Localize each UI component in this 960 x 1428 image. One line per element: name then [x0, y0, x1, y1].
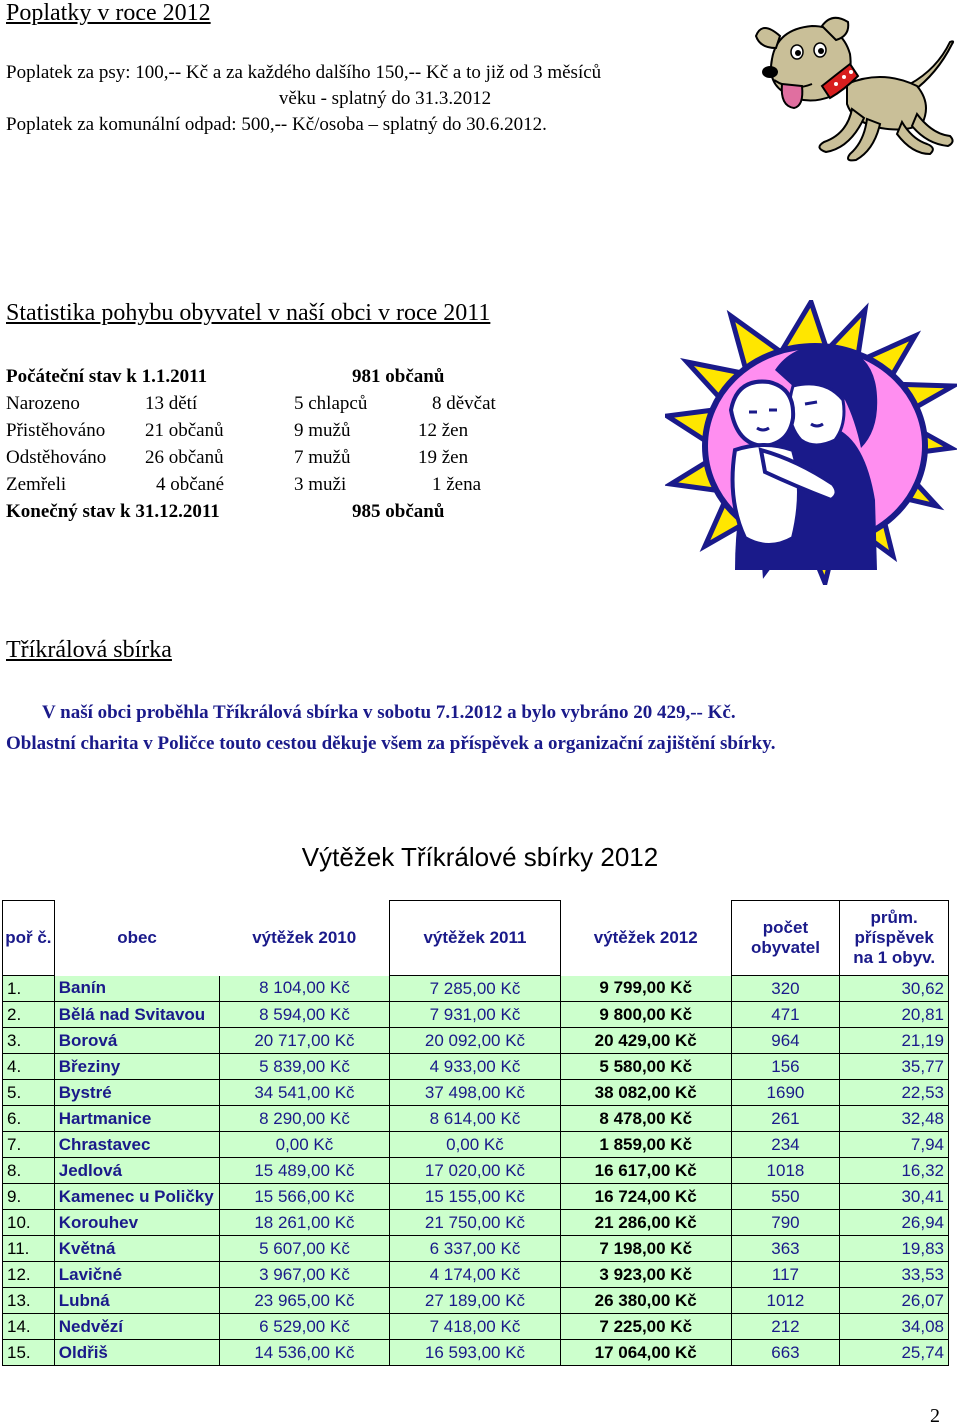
- cell-no: 2.: [3, 1002, 55, 1028]
- cell-avg: 34,08: [840, 1314, 949, 1340]
- stats-row-died: [6, 471, 566, 498]
- cell-avg: 26,94: [840, 1210, 949, 1236]
- cell-y2010: 18 261,00 Kč: [219, 1210, 389, 1236]
- stats-heading: Statistika pohybu obyvatel v naší obci v roce 2011: [6, 300, 491, 326]
- header-pop: počet obyvatel: [731, 901, 840, 976]
- cell-obec: Březiny: [54, 1054, 219, 1080]
- cell-y2010: 5 839,00 Kč: [219, 1054, 389, 1080]
- cell-y2012: 20 429,00 Kč: [560, 1028, 731, 1054]
- cell-avg: 30,41: [840, 1184, 949, 1210]
- stats-label: Odstěhováno: [6, 447, 107, 468]
- dog-illustration: [752, 14, 957, 164]
- cell-y2011: 4 933,00 Kč: [390, 1054, 561, 1080]
- fees-line3: Poplatek za komunální odpad: 500,-- Kč/osoba – splatný do 30.6.2012.: [6, 114, 547, 135]
- cell-obec: Kamenec u Poličky: [54, 1184, 219, 1210]
- cell-y2010: 15 566,00 Kč: [219, 1184, 389, 1210]
- table-row: [3, 1158, 949, 1184]
- cell-y2012: 9 799,00 Kč: [560, 976, 731, 1002]
- cell-y2010: 20 717,00 Kč: [219, 1028, 389, 1054]
- cell-pop: 1018: [731, 1158, 840, 1184]
- cell-y2010: 23 965,00 Kč: [219, 1288, 389, 1314]
- cell-no: 13.: [3, 1288, 55, 1314]
- cell-pop: 1690: [731, 1080, 840, 1106]
- cell-y2012: 21 286,00 Kč: [560, 1210, 731, 1236]
- stats-men: 9 mužů: [294, 420, 351, 441]
- cell-pop: 261: [731, 1106, 840, 1132]
- table-row: [3, 1106, 949, 1132]
- cell-y2011: 17 020,00 Kč: [390, 1158, 561, 1184]
- header-2011: výtěžek 2011: [390, 901, 561, 976]
- cell-pop: 234: [731, 1132, 840, 1158]
- cell-obec: Banín: [54, 976, 219, 1002]
- cell-y2010: 34 541,00 Kč: [219, 1080, 389, 1106]
- cell-y2011: 7 931,00 Kč: [390, 1002, 561, 1028]
- cell-obec: Bělá nad Svitavou: [54, 1002, 219, 1028]
- table-row: [3, 1340, 949, 1366]
- cell-y2010: 0,00 Kč: [219, 1132, 389, 1158]
- stats-women: 8 děvčat: [432, 393, 496, 414]
- fees-line2: věku - splatný do 31.3.2012: [278, 88, 492, 109]
- table-row: [3, 1132, 949, 1158]
- cell-y2012: 26 380,00 Kč: [560, 1288, 731, 1314]
- stats-table: [6, 363, 566, 525]
- stats-label: Přistěhováno: [6, 420, 106, 441]
- cell-obec: Hartmanice: [54, 1106, 219, 1132]
- cell-y2012: 7 225,00 Kč: [560, 1314, 731, 1340]
- stats-men: 3 muži: [294, 474, 347, 495]
- cell-pop: 1012: [731, 1288, 840, 1314]
- stats-row-moved-in: [6, 417, 566, 444]
- cell-y2012: 7 198,00 Kč: [560, 1236, 731, 1262]
- collection-heading: Tříkrálová sbírka: [6, 637, 172, 663]
- cell-pop: 212: [731, 1314, 840, 1340]
- cell-obec: Bystré: [54, 1080, 219, 1106]
- stats-label: Zemřeli: [6, 474, 67, 495]
- stats-women: 1 žena: [432, 474, 482, 495]
- stats-label: Narozeno: [6, 393, 80, 414]
- stats-row-initial: [6, 363, 566, 390]
- cell-y2012: 16 617,00 Kč: [560, 1158, 731, 1184]
- cell-pop: 363: [731, 1236, 840, 1262]
- cell-obec: Lubná: [54, 1288, 219, 1314]
- cell-y2010: 6 529,00 Kč: [219, 1314, 389, 1340]
- cell-no: 12.: [3, 1262, 55, 1288]
- table-row: [3, 1028, 949, 1054]
- cell-obec: Borová: [54, 1028, 219, 1054]
- table-title: Výtěžek Tříkrálové sbírky 2012: [301, 842, 659, 872]
- stats-row-final: [6, 498, 566, 525]
- cell-no: 8.: [3, 1158, 55, 1184]
- cell-y2011: 27 189,00 Kč: [390, 1288, 561, 1314]
- cell-y2011: 0,00 Kč: [390, 1132, 561, 1158]
- stats-row-moved-out: [6, 444, 566, 471]
- cell-avg: 33,53: [840, 1262, 949, 1288]
- cell-avg: 21,19: [840, 1028, 949, 1054]
- cell-obec: Oldřiš: [54, 1340, 219, 1366]
- cell-y2010: 14 536,00 Kč: [219, 1340, 389, 1366]
- header-no: poř č.: [3, 901, 55, 976]
- cell-y2011: 21 750,00 Kč: [390, 1210, 561, 1236]
- cell-y2011: 7 285,00 Kč: [390, 976, 561, 1002]
- cell-y2010: 5 607,00 Kč: [219, 1236, 389, 1262]
- cell-obec: Korouhev: [54, 1210, 219, 1236]
- cell-y2010: 3 967,00 Kč: [219, 1262, 389, 1288]
- cell-pop: 790: [731, 1210, 840, 1236]
- fees-line1: Poplatek za psy: 100,-- Kč a za každého dalšího 150,-- Kč a to již od 3 měsíců: [6, 62, 602, 83]
- cell-no: 1.: [3, 976, 55, 1002]
- table-row: [3, 976, 949, 1002]
- cell-y2011: 37 498,00 Kč: [390, 1080, 561, 1106]
- stats-total: 981 občanů: [352, 366, 445, 387]
- cell-y2012: 16 724,00 Kč: [560, 1184, 731, 1210]
- stats-women: 19 žen: [418, 447, 469, 468]
- cell-avg: 16,32: [840, 1158, 949, 1184]
- cell-y2012: 1 859,00 Kč: [560, 1132, 731, 1158]
- stats-count: 13 dětí: [145, 393, 198, 414]
- table-header-row: [3, 901, 949, 976]
- cell-avg: 25,74: [840, 1340, 949, 1366]
- stats-count: 4 občané: [156, 474, 225, 495]
- cell-no: 10.: [3, 1210, 55, 1236]
- cell-y2011: 6 337,00 Kč: [390, 1236, 561, 1262]
- table-row: [3, 1262, 949, 1288]
- cell-avg: 19,83: [840, 1236, 949, 1262]
- header-obec: obec: [117, 928, 157, 947]
- cell-avg: 30,62: [840, 976, 949, 1002]
- cell-pop: 663: [731, 1340, 840, 1366]
- table-row: [3, 1080, 949, 1106]
- cell-avg: 26,07: [840, 1288, 949, 1314]
- cell-y2012: 5 580,00 Kč: [560, 1054, 731, 1080]
- cell-obec: Chrastavec: [54, 1132, 219, 1158]
- collection-text1: V naší obci proběhla Tříkrálová sbírka v sobotu 7.1.2012 a bylo vybráno 20 429,-- Kč.: [42, 702, 736, 723]
- stats-total: 985 občanů: [352, 501, 445, 522]
- cell-no: 5.: [3, 1080, 55, 1106]
- cell-pop: 117: [731, 1262, 840, 1288]
- stats-women: 12 žen: [418, 420, 469, 441]
- collection-text2: Oblastní charita v Poličce touto cestou děkuje všem za příspěvek a organizační zajištění sbírky.: [6, 733, 776, 754]
- cell-y2012: 8 478,00 Kč: [560, 1106, 731, 1132]
- cell-no: 4.: [3, 1054, 55, 1080]
- cell-y2012: 38 082,00 Kč: [560, 1080, 731, 1106]
- header-2010: výtěžek 2010: [252, 928, 357, 947]
- fees-heading: Poplatky v roce 2012: [6, 0, 211, 26]
- cell-no: 7.: [3, 1132, 55, 1158]
- cell-y2010: 15 489,00 Kč: [219, 1158, 389, 1184]
- stats-label: Konečný stav k 31.12.2011: [6, 501, 220, 522]
- cell-y2011: 4 174,00 Kč: [390, 1262, 561, 1288]
- header-2012: výtěžek 2012: [593, 928, 698, 947]
- cell-no: 14.: [3, 1314, 55, 1340]
- mother-baby-illustration: [665, 300, 957, 585]
- cell-pop: 320: [731, 976, 840, 1002]
- cell-y2011: 7 418,00 Kč: [390, 1314, 561, 1340]
- cell-y2011: 15 155,00 Kč: [390, 1184, 561, 1210]
- cell-no: 15.: [3, 1340, 55, 1366]
- cell-avg: 32,48: [840, 1106, 949, 1132]
- table-row: [3, 1054, 949, 1080]
- table-row: [3, 1314, 949, 1340]
- cell-pop: 471: [731, 1002, 840, 1028]
- cell-y2011: 16 593,00 Kč: [390, 1340, 561, 1366]
- cell-avg: 35,77: [840, 1054, 949, 1080]
- cell-no: 6.: [3, 1106, 55, 1132]
- table-row: [3, 1236, 949, 1262]
- stats-count: 26 občanů: [145, 447, 224, 468]
- cell-y2010: 8 104,00 Kč: [219, 976, 389, 1002]
- cell-no: 3.: [3, 1028, 55, 1054]
- cell-no: 9.: [3, 1184, 55, 1210]
- page-number: 2: [930, 1405, 940, 1427]
- table-row: [3, 1210, 949, 1236]
- stats-count: 21 občanů: [145, 420, 224, 441]
- cell-y2011: 20 092,00 Kč: [390, 1028, 561, 1054]
- cell-y2011: 8 614,00 Kč: [390, 1106, 561, 1132]
- cell-y2012: 3 923,00 Kč: [560, 1262, 731, 1288]
- cell-y2012: 9 800,00 Kč: [560, 1002, 731, 1028]
- cell-obec: Jedlová: [54, 1158, 219, 1184]
- cell-y2010: 8 594,00 Kč: [219, 1002, 389, 1028]
- cell-obec: Květná: [54, 1236, 219, 1262]
- table-row: [3, 1002, 949, 1028]
- table-row: [3, 1288, 949, 1314]
- cell-pop: 964: [731, 1028, 840, 1054]
- cell-avg: 20,81: [840, 1002, 949, 1028]
- stats-row-born: [6, 390, 566, 417]
- stats-men: 5 chlapců: [294, 393, 368, 414]
- cell-no: 11.: [3, 1236, 55, 1262]
- cell-obec: Nedvězí: [54, 1314, 219, 1340]
- header-avg: prům. příspěvek na 1 obyv.: [840, 901, 949, 976]
- stats-men: 7 mužů: [294, 447, 351, 468]
- cell-pop: 550: [731, 1184, 840, 1210]
- cell-avg: 22,53: [840, 1080, 949, 1106]
- cell-y2010: 8 290,00 Kč: [219, 1106, 389, 1132]
- table-row: [3, 1184, 949, 1210]
- collection-results-table: [2, 900, 949, 1366]
- cell-y2012: 17 064,00 Kč: [560, 1340, 731, 1366]
- cell-obec: Lavičné: [54, 1262, 219, 1288]
- cell-pop: 156: [731, 1054, 840, 1080]
- cell-avg: 7,94: [840, 1132, 949, 1158]
- stats-label: Počáteční stav k 1.1.2011: [6, 366, 208, 387]
